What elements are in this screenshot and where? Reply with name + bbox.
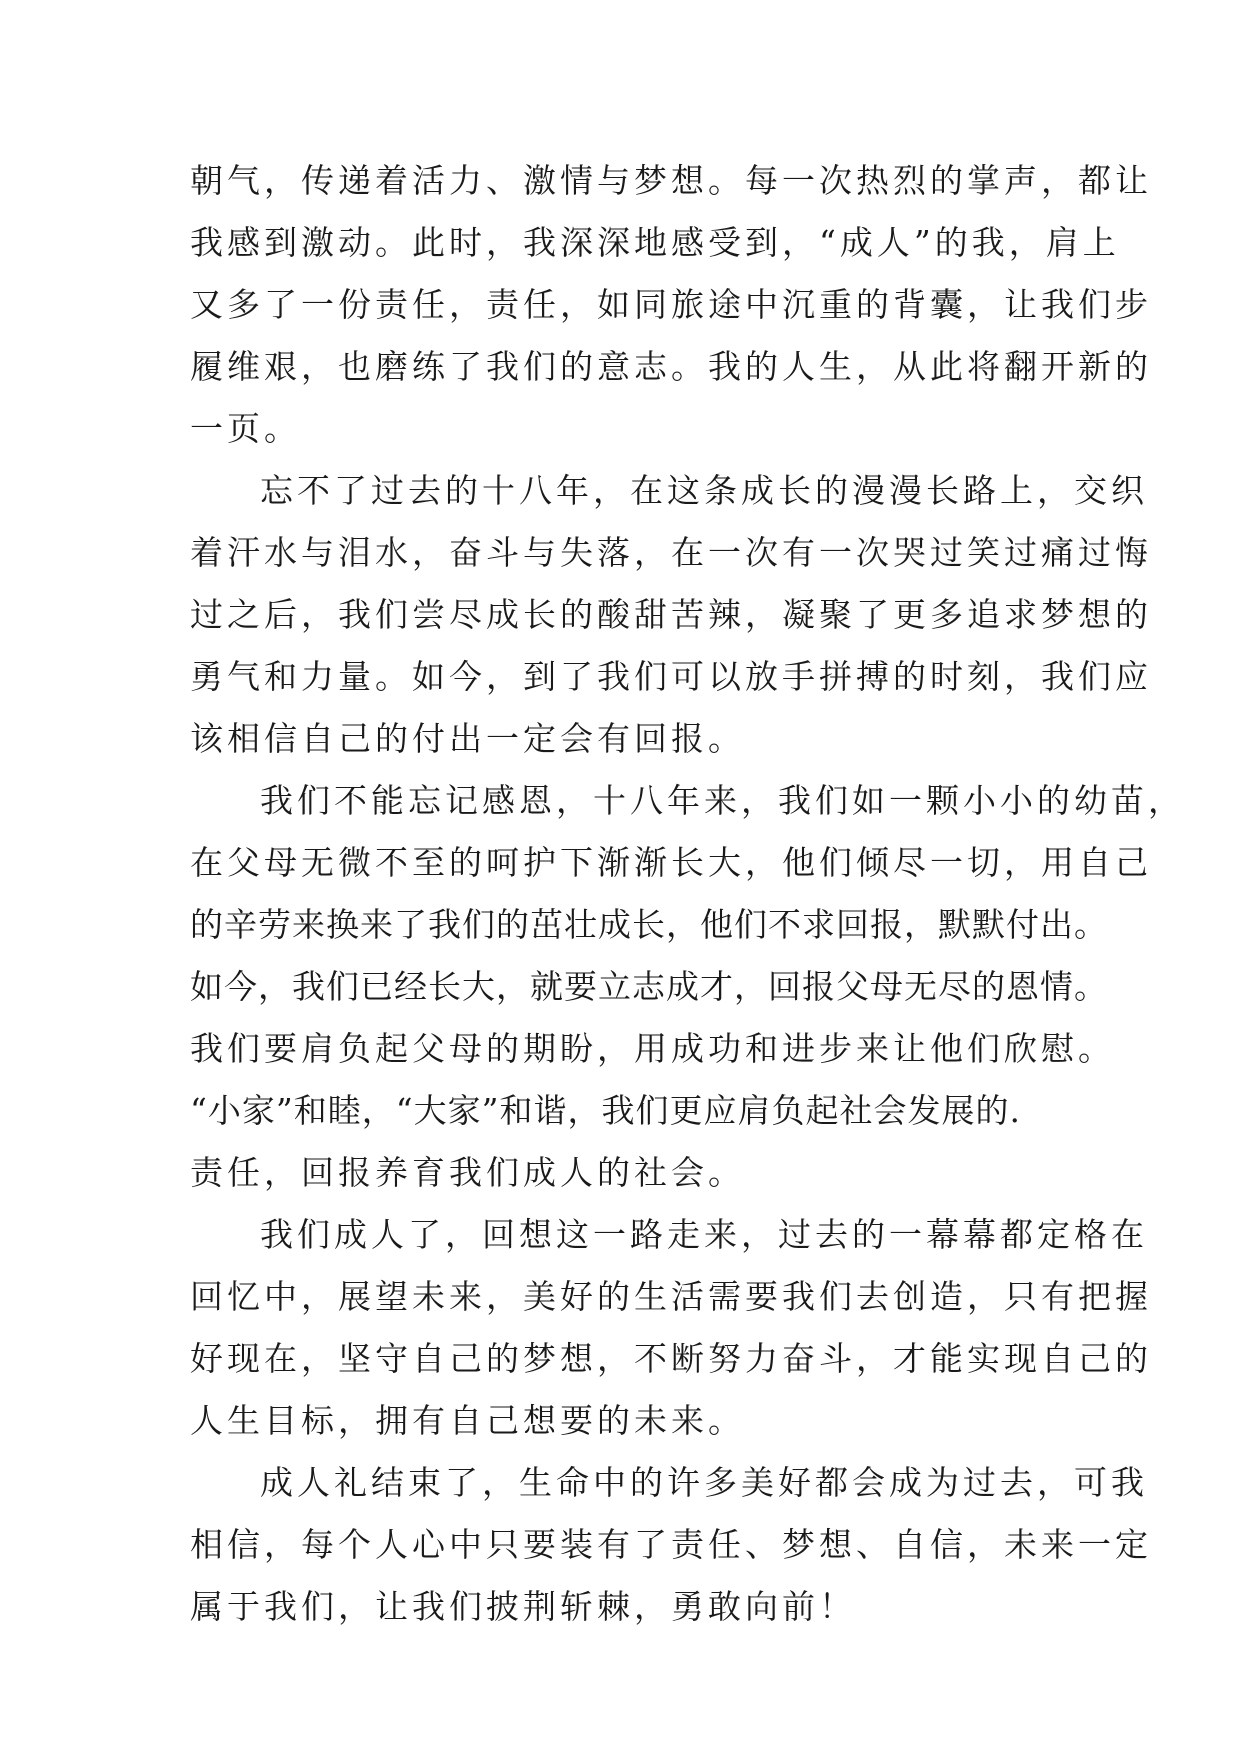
text-line: 勇气和力量。如今，到了我们可以放手拼搏的时刻，我们应	[190, 657, 1152, 696]
paragraph-start-line: 我们成人了，回想这一路走来，过去的一幕幕都定格在	[260, 1215, 1148, 1254]
text-line: 过之后，我们尝尽成长的酸甜苦辣，凝聚了更多追求梦想的	[190, 595, 1152, 634]
text-line: 履维艰，也磨练了我们的意志。我的人生，从此将翻开新的	[190, 347, 1152, 386]
body-text	[190, 150, 1185, 1638]
text-line: 在父母无微不至的呵护下渐渐长大，他们倾尽一切，用自己	[190, 843, 1152, 882]
text-line: 回忆中，展望未来，美好的生活需要我们去创造，只有把握	[190, 1277, 1152, 1316]
text-line: “小家”和睦，“大家”和谐，我们更应肩负起社会发展的.	[190, 1091, 1021, 1130]
text-line: 朝气，传递着活力、激情与梦想。每一次热烈的掌声，都让	[190, 161, 1152, 200]
text-line: 又多了一份责任，责任，如同旅途中沉重的背囊，让我们步	[190, 285, 1152, 324]
text-line: 责任，回报养育我们成人的社会。	[190, 1153, 745, 1192]
text-line: 好现在，坚守自己的梦想，不断努力奋斗，才能实现自己的	[190, 1339, 1152, 1378]
text-line: 如今，我们已经长大，就要立志成才，回报父母无尽的恩情。	[190, 967, 1108, 1006]
text-line: 相信，每个人心中只要装有了责任、梦想、自信，未来一定	[190, 1525, 1152, 1564]
paragraph-start-line: 忘不了过去的十八年，在这条成长的漫漫长路上，交织	[260, 471, 1148, 510]
text-line: 该相信自己的付出一定会有回报。	[190, 719, 745, 758]
text-line: 人生目标，拥有自己想要的未来。	[190, 1401, 745, 1440]
text-line: 我感到激动。此时，我深深地感受到，“成人”的我，肩上	[190, 223, 1120, 262]
paragraph-start-line: 我们不能忘记感恩，十八年来，我们如一颗小小的幼苗，	[260, 781, 1185, 820]
text-line: 的辛劳来换来了我们的茁壮成长，他们不求回报，默默付出。	[190, 905, 1108, 944]
text-line: 属于我们，让我们披荆斩棘，勇敢向前！	[190, 1587, 856, 1626]
paragraph-start-line: 成人礼结束了，生命中的许多美好都会成为过去，可我	[260, 1463, 1148, 1502]
text-line: 着汗水与泪水，奋斗与失落，在一次有一次哭过笑过痛过悔	[190, 533, 1152, 572]
text-line: 一页。	[190, 409, 301, 448]
text-line: 我们要肩负起父母的期盼，用成功和进步来让他们欣慰。	[190, 1029, 1115, 1068]
